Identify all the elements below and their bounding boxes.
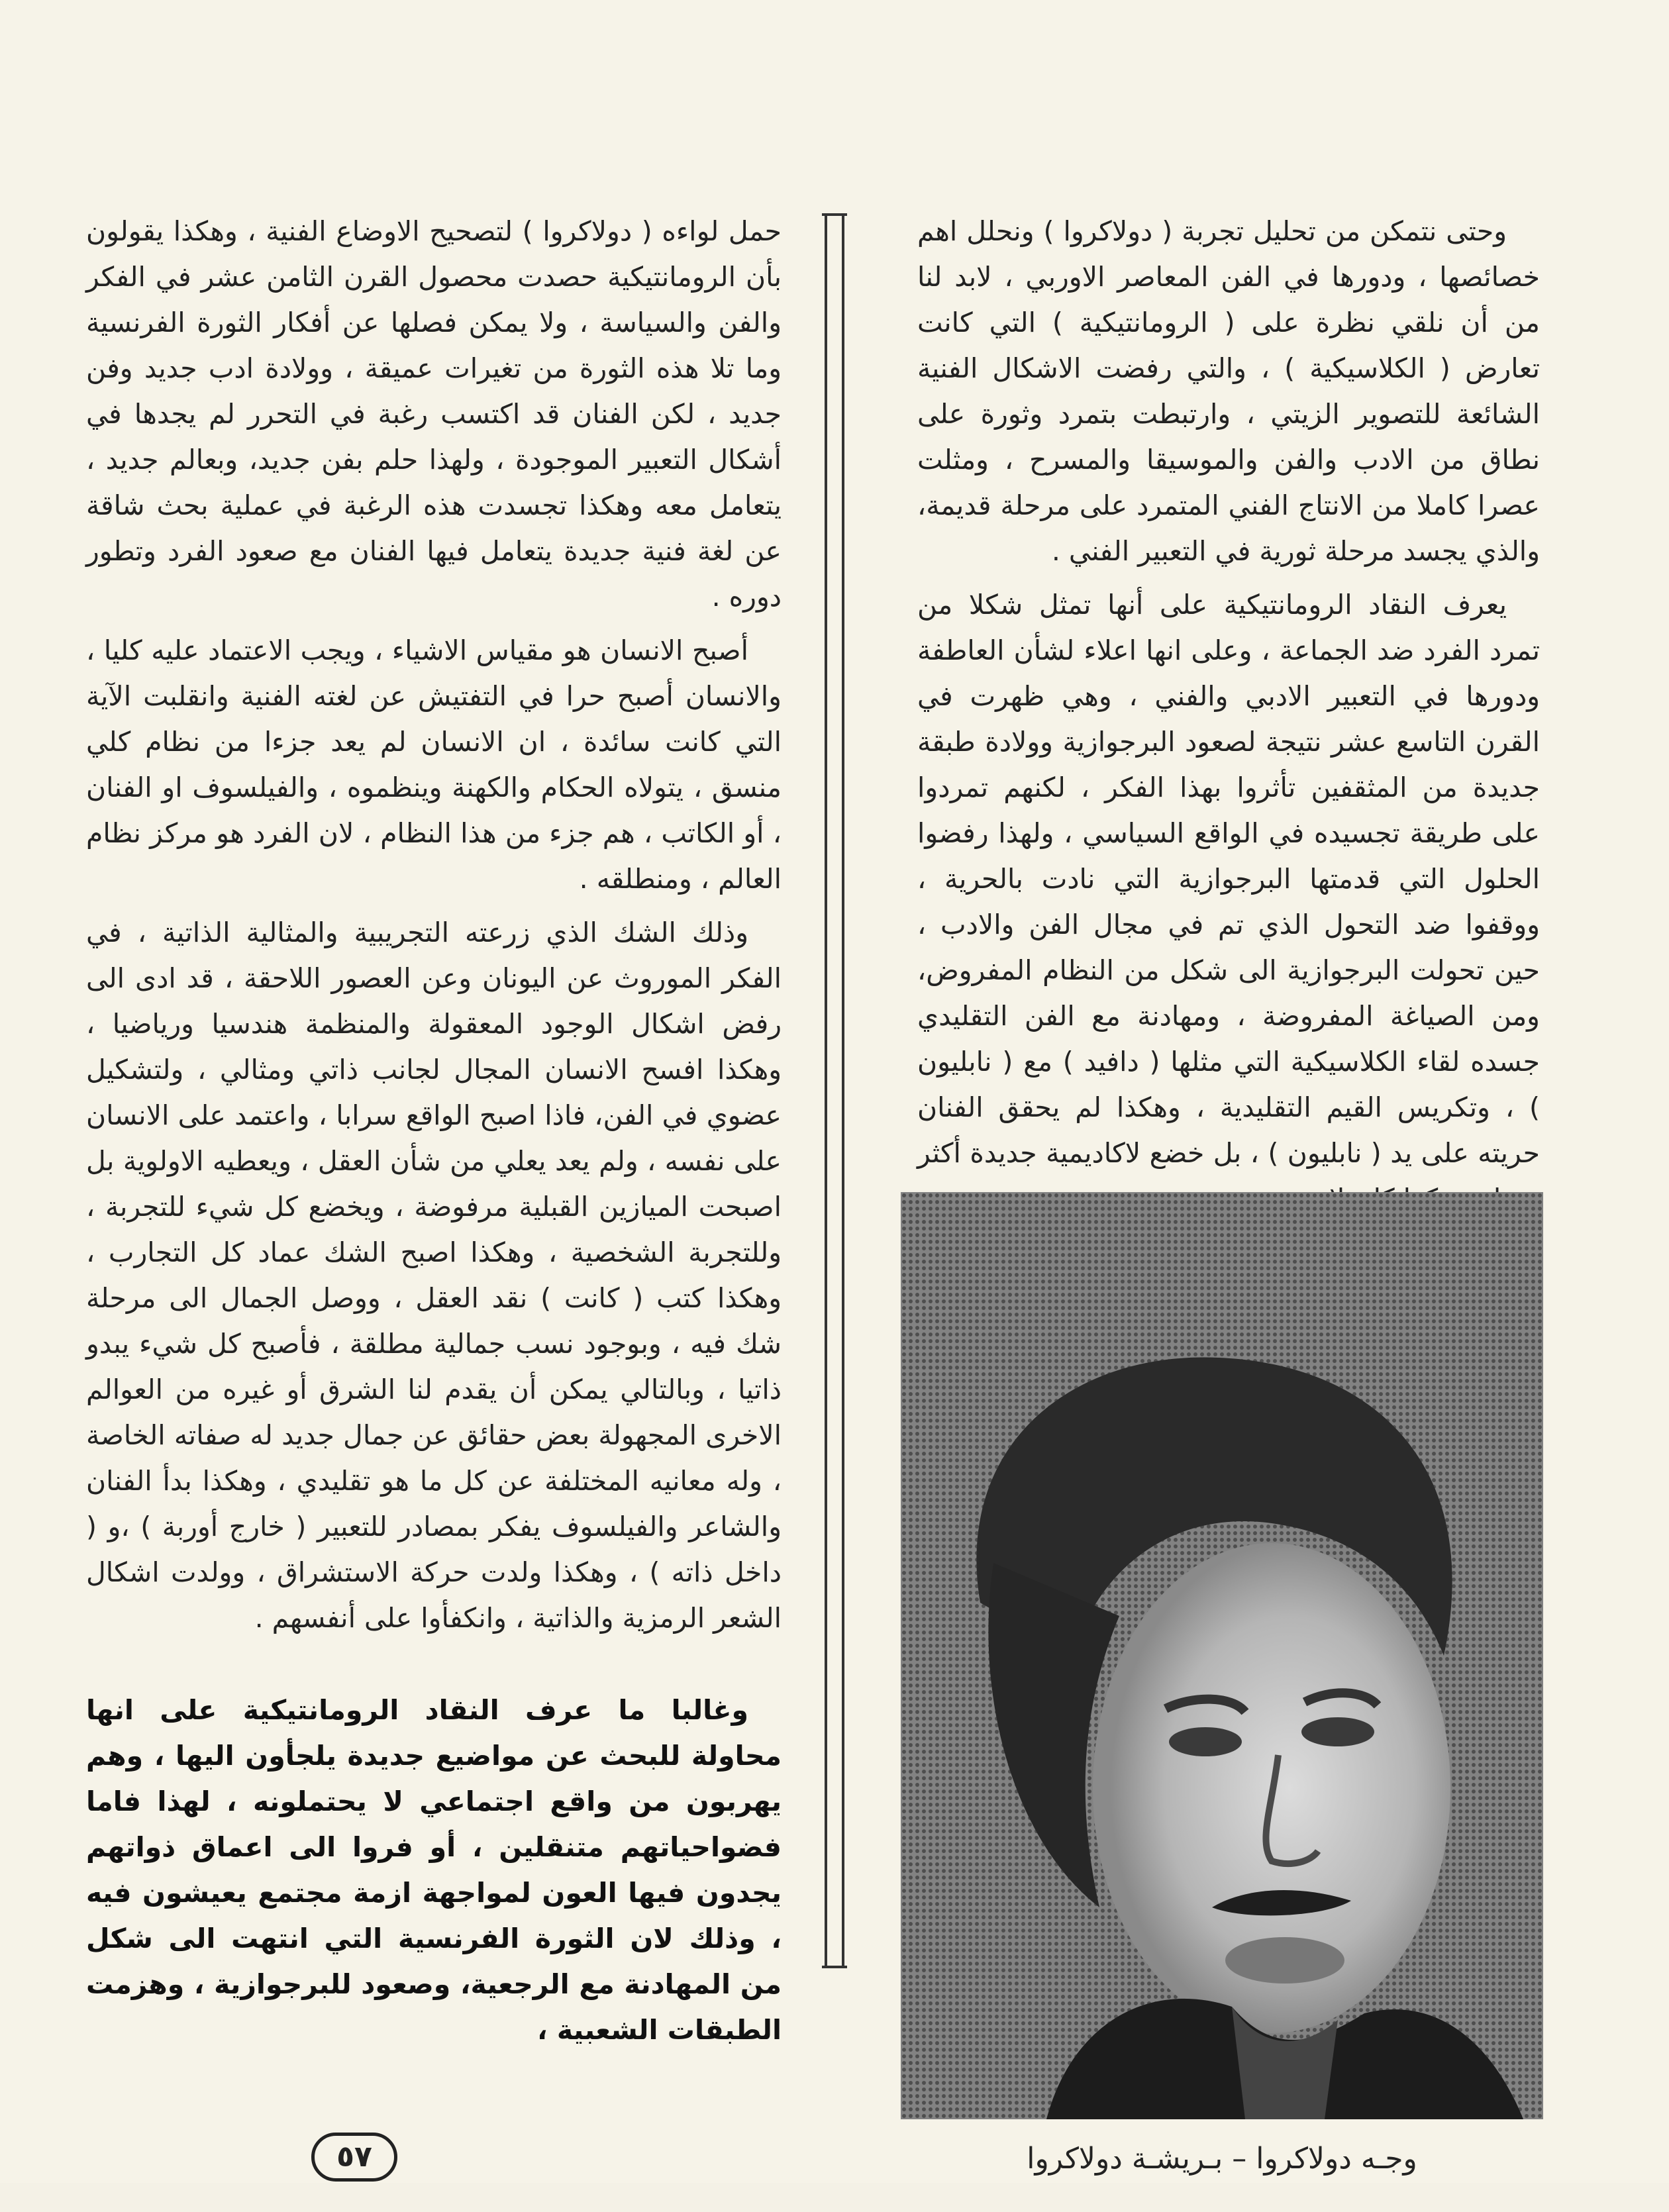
right-paragraph-1: وحتى نتمكن من تحليل تجربة ( دولاكروا ) ونحلل اهم خصائصها ، ودورها في الفن المعاصر الاوربي ، لابد لنا من أن نلقي نظرة على ( الرومانتيكية ) التي كانت تعارض ( الكلاسيكية ) ، والتي رفضت الاشكال الفنية الشائعة للتصوير الزيتي ، وارتبطت بتمرد وثورة على نطاق من الادب والفن والموسيقا والمسرح ، ومثلت عصرا كاملا من الانتاج الفني المتمرد على مرحلة قديمة، والذي يجسد مرحلة ثورية في التعبير الفني . <box>917 215 1540 567</box>
left-paragraph-3: وذلك الشك الذي زرعته التجريبية والمثالية الذاتية ، في الفكر الموروث عن اليونان وعن العصور اللاحقة ، قد ادى الى رفض اشكال الوجود المعقولة والمنظمة هندسيا ورياضيا ، وهكذا افسح الانسان المجال لجانب ذاتي ومثالي ، ولتشكيل عضوي في الفن، فاذا اصبح الواقع سرابا ، واعتمد على الانسان على نفسه ، ولم يعد يعلي من شأن العقل ، ويعطيه الاولوية بل اصبحت الميازين القبلية مرفوضة ، ويخضع كل شيء للتجربة ، وللتجربة الشخصية ، وهكذا اصبح الشك عماد كل التجارب ، وهكذا كتب ( كانت ) نقد العقل ، ووصل الجمال الى مرحلة شك فيه ، وبوجود نسب جمالية مطلقة ، فأصبح كل شيء يبدو ذاتيا ، وبالتالي يمكن أن يقدم لنا الشرق أو غيره من العوالم الاخرى المجهولة بعض حقائق عن جمال جديد له صفاته الخاصة ، وله معانيه المختلفة عن كل ما هو تقليدي ، وهكذا بدأ الفنان والشاعر والفيلسوف يفكر بمصادر للتعبير ( خارج أوربة ) ،و ( داخل ذاته ) ، وهكذا ولدت حركة الاستشراق ، وولدت اشكال الشعر الرمزية والذاتية ، وانكفأوا على أنفسهم . <box>86 917 782 1634</box>
portrait-painting-icon <box>901 1192 1543 2119</box>
left-paragraph-1: حمل لواءه ( دولاكروا ) لتصحيح الاوضاع الفنية ، وهكذا يقولون بأن الرومانتيكية حصدت محصول القرن الثامن عشر في الفكر والفن والسياسة ، ولا يمكن فصلها عن أفكار الثورة الفرنسية وما تلا هذه الثورة من تغيرات عميقة ، وولادة ادب جديد وفن جديد ، لكن الفنان قد اكتسب رغبة في التحرر لم يجدها في أشكال التعبير الموجودة ، ولهذا حلم بفن جديد، وبعالم جديد ، يتعامل معه وهكذا تجسدت هذه الرغبة في عملية بحث شاقة عن لغة فنية جديدة يتعامل فيها الفنان مع صعود الفرد وتطور دوره . <box>86 215 782 613</box>
right-paragraph-2: يعرف النقاد الرومانتيكية على أنها تمثل شكلا من تمرد الفرد ضد الجماعة ، وعلى انها اعلاء لشأن العاطفة ودورها في التعبير الادبي والفني ، وهي ظهرت في القرن التاسع عشر نتيجة لصعود البرجوازية وولادة طبقة جديدة من المثقفين تأثروا بهذا الفكر ، لكنهم تمردوا على طريقة تجسيده في الواقع السياسي ، ولهذا رفضوا الحلول التي قدمتها البرجوازية التي نادت بالحرية ، ووقفوا ضد التحول الذي تم في مجال الفن والادب ، حين تحولت البرجوازية الى شكل من النظام المفروض، ومن الصياغة المفروضة ، ومهادنة مع الفن التقليدي جسده لقاء الكلاسيكية التي مثلها ( دافيد ) مع ( نابليون ) ، وتكريس القيم التقليدية ، وهكذا لم يحقق الفنان حريته على يد ( نابليون ) ، بل خضع لاكاديمية جديدة أكثر <box>917 589 1540 1169</box>
left-column <box>86 209 782 2061</box>
left-paragraph-2: أصبح الانسان هو مقياس الاشياء ، ويجب الاعتماد عليه كليا ، والانسان أصبح حرا في التفتيش عن لغته الفنية وانقلبت الآية التي كانت سائدة ، ان الانسان لم يعد جزءا من نظام كلي منسق ، يتولاه الحكام والكهنة وينظموه ، والفيلسوف او الفنان ، أو الكاتب ، هم جزء من هذا النظام ، لان الفرد هو مركز نظام العالم ، ومنطلقه . <box>86 634 782 895</box>
right-column <box>917 209 1540 1230</box>
portrait-figure <box>901 1192 1543 2212</box>
page-number: ٥٧ <box>311 2133 397 2182</box>
left-paragraph-4: وغالبا ما عرف النقاد الرومانتيكية على انها محاولة للبحث عن مواضيع جديدة يلجأون اليها ، وهم يهربون من واقع اجتماعي لا يحتملونه ، لهذا فاما فضواحياتهم متنقلين ، أو فروا الى اعماق ذواتهم يجدون فيها العون لمواجهة ازمة مجتمع يعيشون فيه ، وذلك لان الثورة الفرنسية التي انتهت الى شكل من المهادنة مع الرجعية، وصعود للبرجوازية ، وهزمت الطبقات الشعبية ، <box>86 1694 782 2046</box>
figure-caption: وجـه دولاكروا – بـريشـة دولاكروا <box>1027 2142 1417 2176</box>
column-divider <box>825 213 844 1968</box>
